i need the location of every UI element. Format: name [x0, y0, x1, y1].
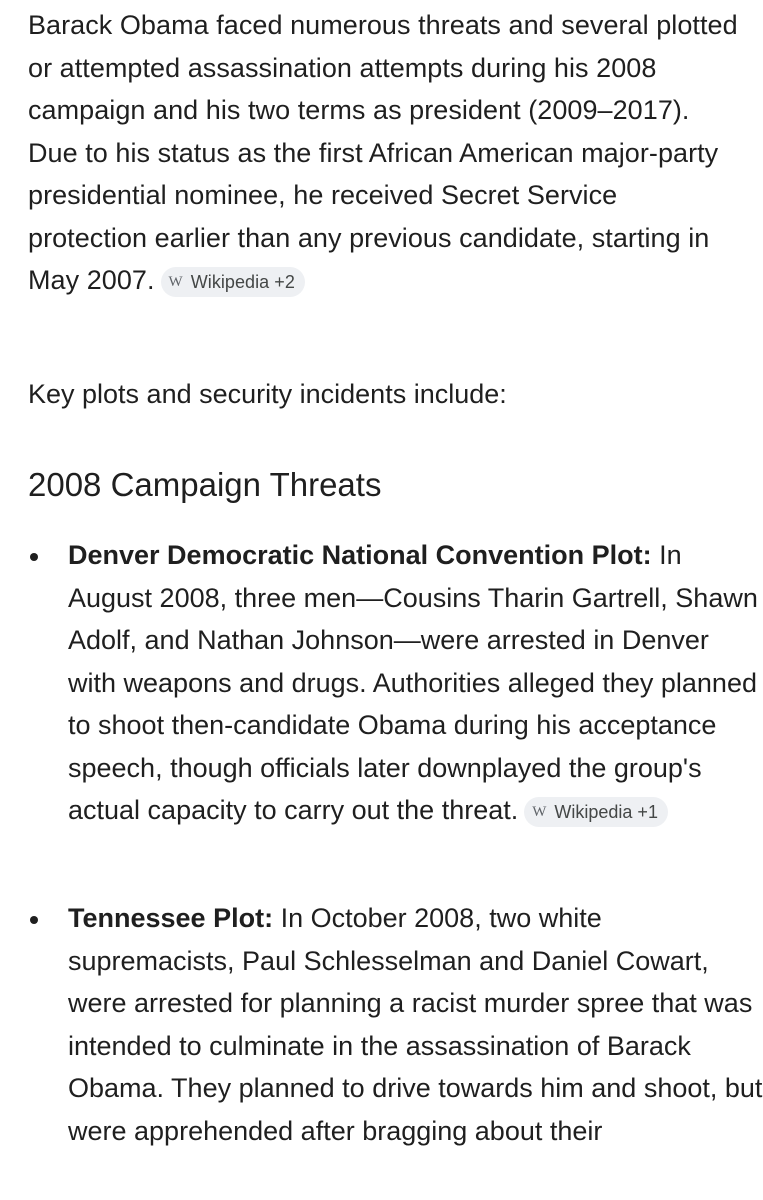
key-plots-intro: Key plots and security incidents include:	[28, 379, 507, 409]
source-chip-label: Wikipedia +1	[554, 802, 658, 822]
plots-list	[28, 534, 763, 832]
bullet-dot	[30, 916, 38, 924]
bullet-dot	[30, 553, 38, 561]
list-item	[28, 897, 763, 1152]
list-item-text: In August 2008, three men—Cousins Tharin Gartrell, Shawn Adolf, and Nathan Johnson—were arrested in Denver with weapons and drugs. Authorities alleged they planned to shoot then-candidate Obama during his acceptance speech, though officials later downplayed the group's actual capacity to carry out the threat.	[68, 540, 758, 825]
list-item-text: In October 2008, two white supremacists, Paul Schlesselman and Daniel Cowart, were arrested for planning a racist murder spree that was intended to culminate in the assassination of Barack Obama. They planned to drive towards him and shoot, but were apprehended after bragging about their	[68, 903, 763, 1146]
list-item	[28, 534, 763, 832]
list-item-lead: Tennessee Plot:	[68, 903, 274, 933]
plots-list-continued	[28, 897, 763, 1152]
intro-paragraph	[28, 0, 743, 302]
wikipedia-w-icon: W	[532, 804, 547, 820]
wikipedia-w-icon: W	[168, 274, 183, 290]
section-heading: 2008 Campaign Threats	[28, 466, 382, 503]
source-chip-intro[interactable]	[161, 267, 305, 297]
intro-text: Barack Obama faced numerous threats and several plotted or attempted assassination attempts during his 2008 campaign and his two terms as president (2009–2017). Due to his status as the first African American major-party presidential nominee, he received Secret Service protection earlier than any previous candidate, starting in May 2007.	[28, 10, 738, 295]
source-chip-denver[interactable]	[524, 797, 668, 827]
source-chip-label: Wikipedia +2	[190, 272, 295, 292]
list-item-lead: Denver Democratic National Convention Plot:	[68, 540, 652, 570]
